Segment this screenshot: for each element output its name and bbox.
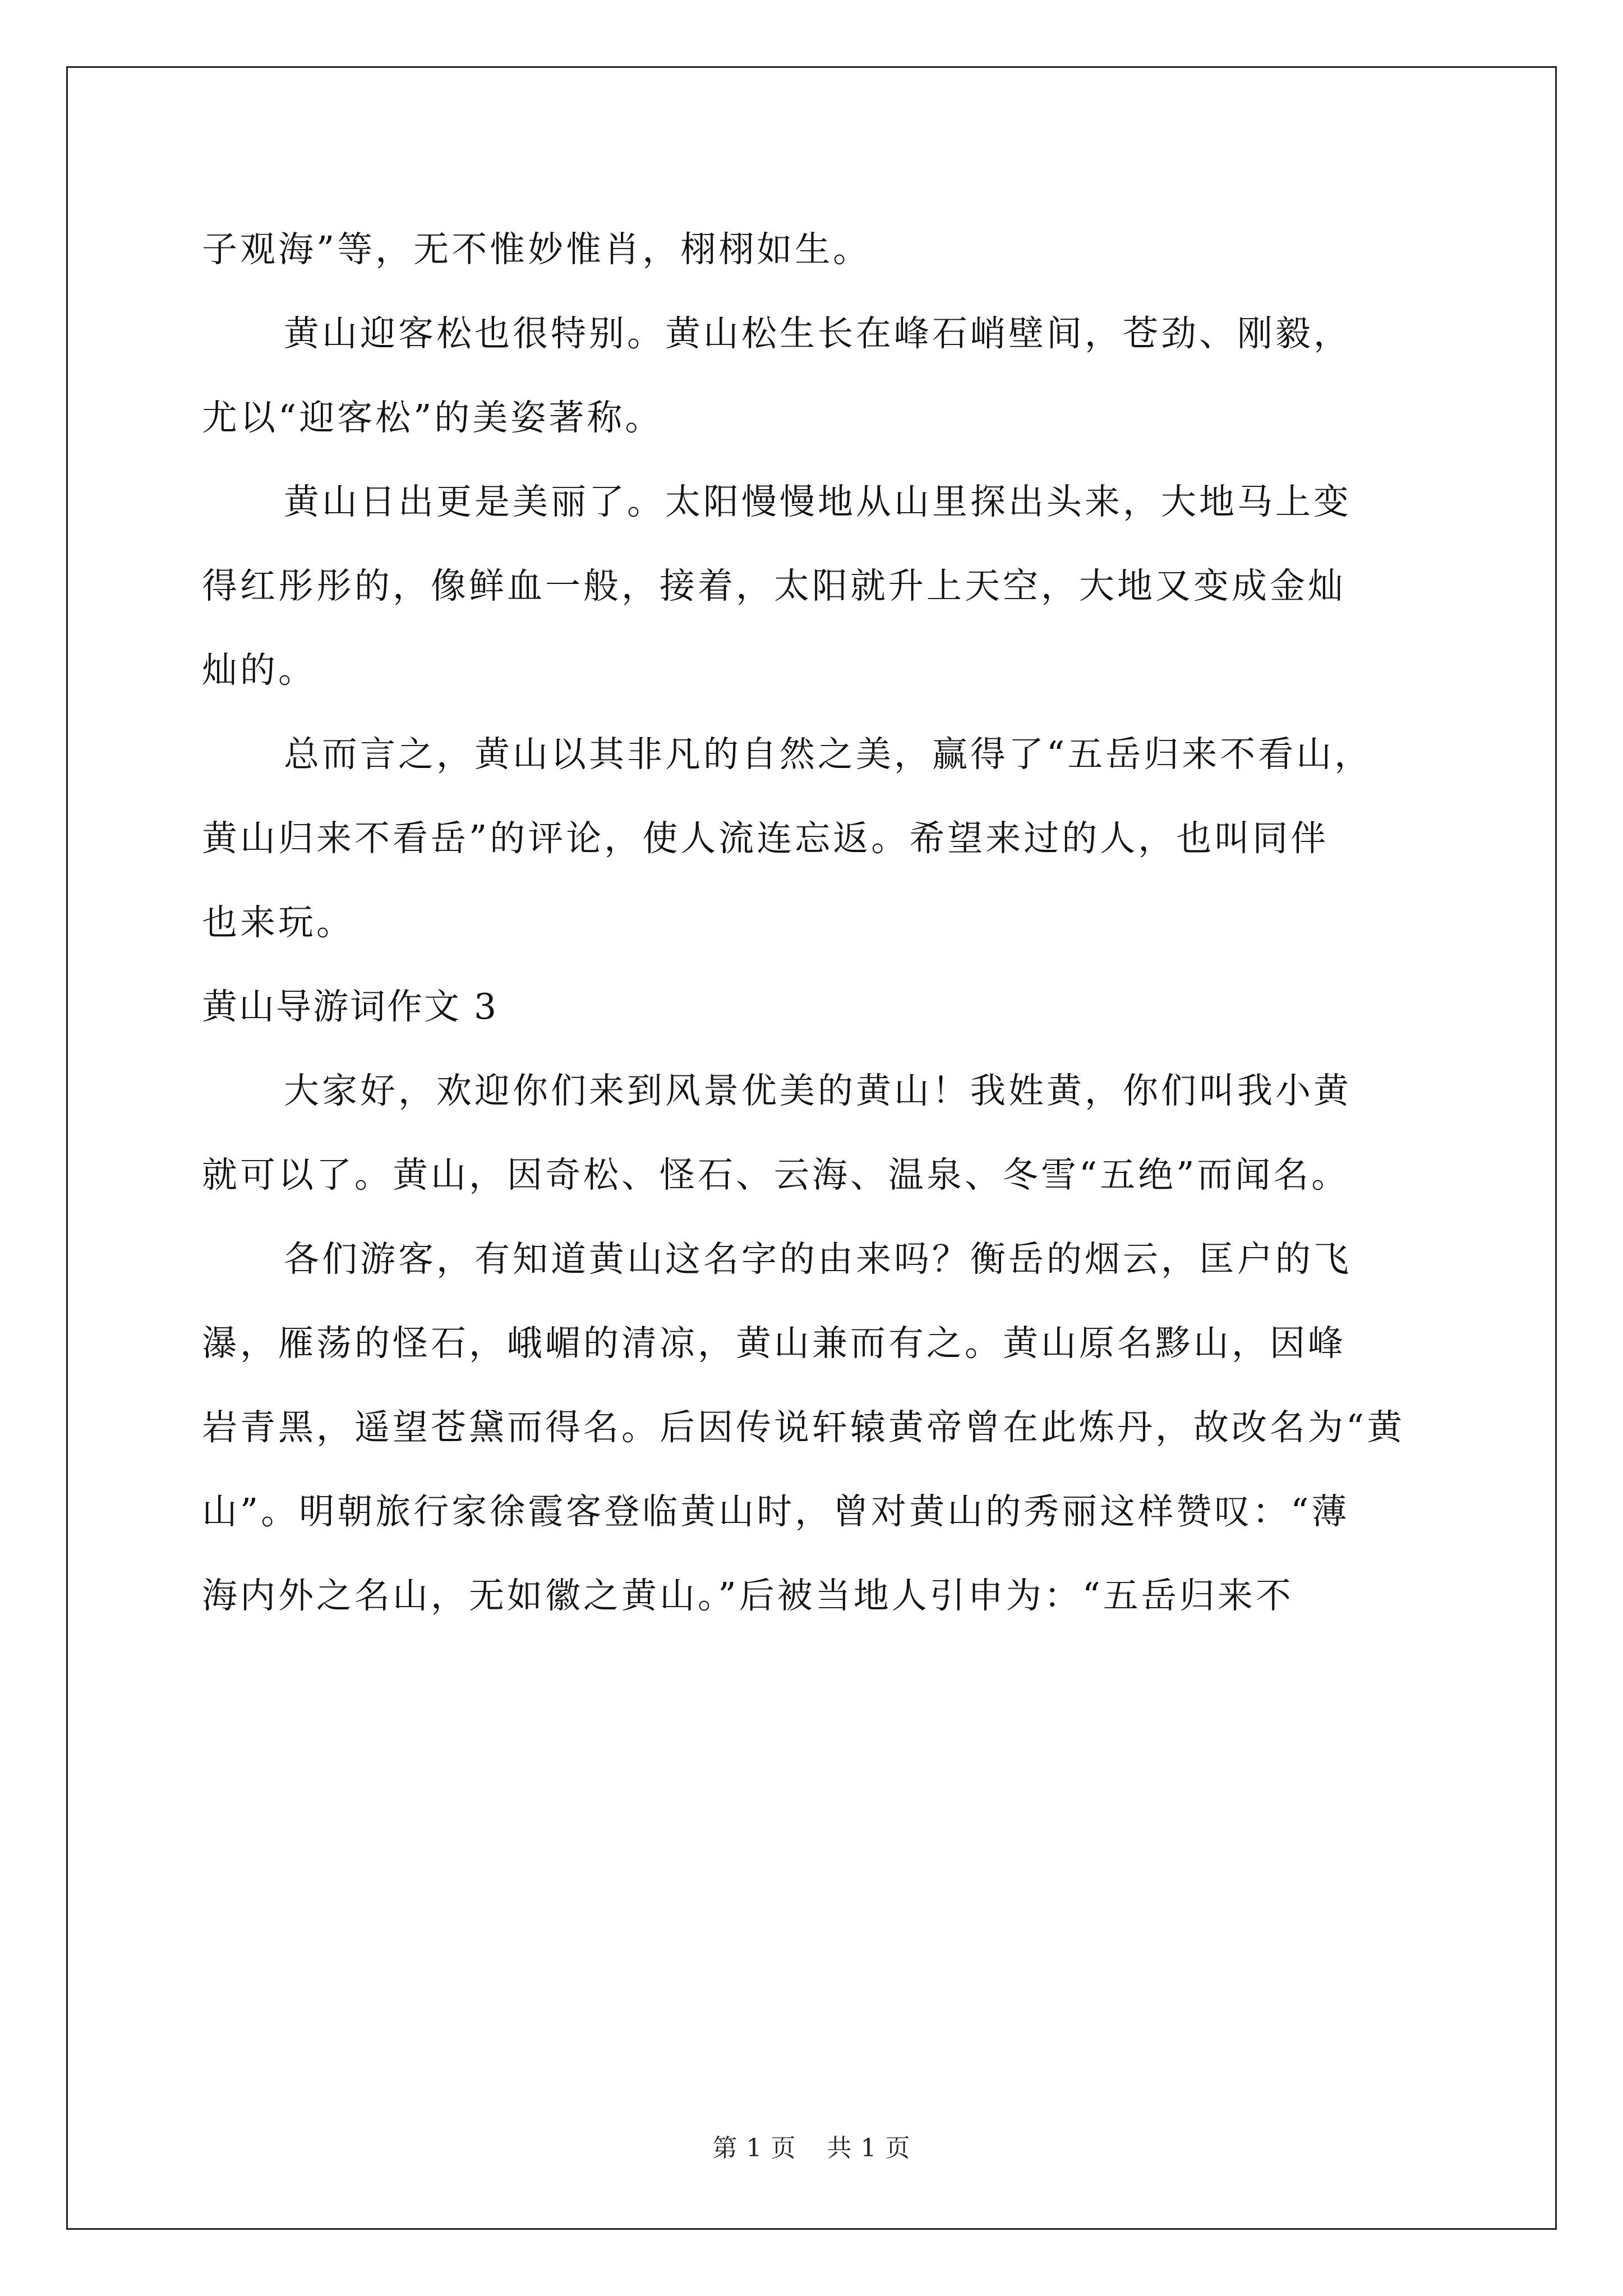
text-line: 总而言之，黄山以其非凡的自然之美，赢得了“五岳归来不看山， xyxy=(284,734,1373,775)
text-line: 山”。明朝旅行家徐霞客登临黄山时，曾对黄山的秀丽这样赞叹：“薄 xyxy=(202,1491,1350,1532)
text-line: 尤以“迎客松”的美姿著称。 xyxy=(202,397,663,438)
document-body xyxy=(202,208,1436,1638)
text-line: 海内外之名山，无如徽之黄山。”后被当地人引申为：“五岳归来不 xyxy=(202,1575,1294,1616)
text-line: 子观海”等，无不惟妙惟肖，栩栩如生。 xyxy=(202,229,872,270)
page-number-total: 共 1 页 xyxy=(827,2134,911,2162)
text-line: 黄山归来不看岳”的评论，使人流连忘返。希望来过的人，也叫同伴 xyxy=(202,818,1329,859)
text-line: 就可以了。黄山，因奇松、怪石、云海、温泉、冬雪“五绝”而闻名。 xyxy=(202,1154,1350,1195)
text-line: 黄山日出更是美丽了。太阳慢慢地从山里探出头来，大地马上变 xyxy=(284,481,1352,522)
text-line: 大家好，欢迎你们来到风景优美的黄山！我姓黄，你们叫我小黄 xyxy=(284,1070,1352,1111)
page-footer xyxy=(0,2132,1623,2165)
text-line: 岩青黑，遥望苍黛而得名。后因传说轩辕黄帝曾在此炼丹，故改名为“黄 xyxy=(202,1407,1405,1448)
text-line: 灿的。 xyxy=(202,650,316,691)
text-line: 各们游客，有知道黄山这名字的由来吗？衡岳的烟云，匡户的飞 xyxy=(284,1239,1352,1280)
text-line: 得红彤彤的，像鲜血一般，接着，太阳就升上天空，大地又变成金灿 xyxy=(202,565,1346,606)
section-heading: 黄山导游词作文 3 xyxy=(202,986,499,1027)
text-line: 也来玩。 xyxy=(202,902,354,943)
text-line: 黄山迎客松也很特别。黄山松生长在峰石峭壁间，苍劲、刚毅， xyxy=(284,313,1352,354)
page-number-current: 第 1 页 xyxy=(712,2134,796,2162)
text-line: 瀑，雁荡的怪石，峨嵋的清凉，黄山兼而有之。黄山原名黟山，因峰 xyxy=(202,1323,1346,1364)
